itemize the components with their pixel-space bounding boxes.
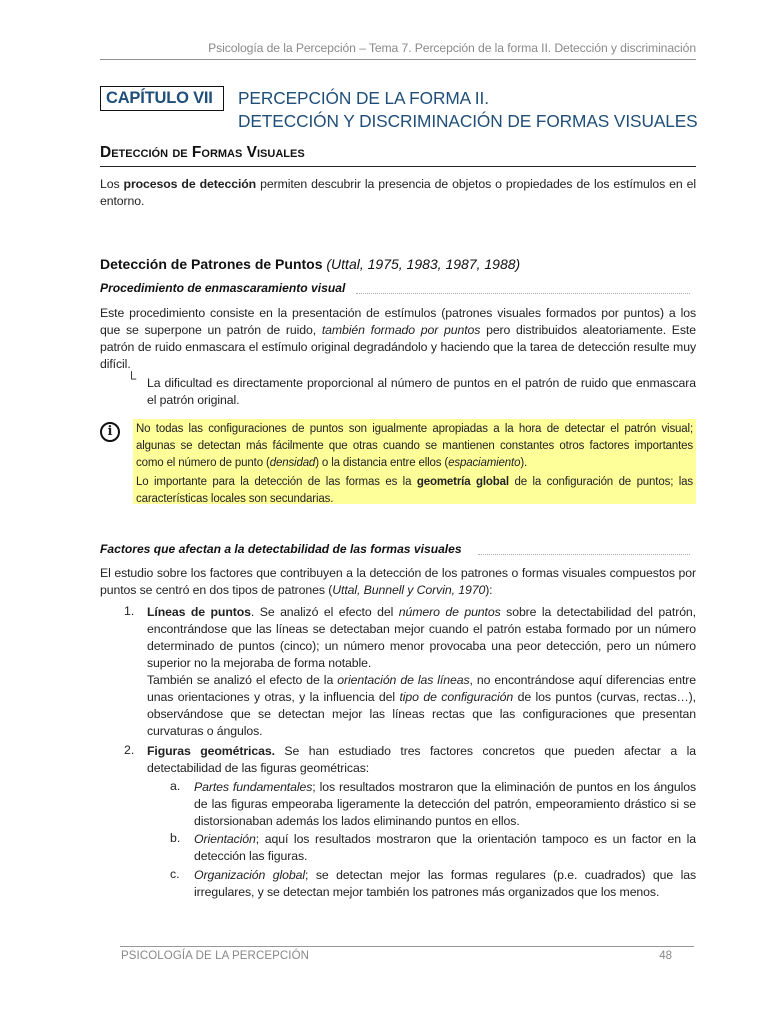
procedure-dotted-rule (356, 293, 690, 294)
list-item-lines: Líneas de puntos. Se analizó el efecto del número de puntos sobre la detectabilidad del patrón, encontrándose que las líneas se detectaban mejor cuando el patrón estaba formado por un número determinado de puntos (cinco); un número menor provocaba una peor detección, pero un número superior no la mejoraba de forma notable. También se analizó el efecto de la orientación de las líneas, no encontrándose aquí diferencias entre unas orientaciones y otras, y la influencia del tipo de configuración de los puntos (curvas, rectas…), observándose que se detectan mejor las líneas rectas que las configuraciones que presentan curvaturas o ángulos. (147, 605, 697, 738)
page-number: 48 (659, 950, 672, 962)
list-number: 2. (124, 743, 135, 757)
note-paragraph-1: No todas las configuraciones de puntos son igualmente apropiadas a la hora de detectar el patrón visual; algunas se detectan más fácilmente que otras cuando se mantienen constantes otros factores importantes como el número de punto (densidad) o la distancia entre ellos (espaciamiento). (136, 423, 693, 469)
list-number: 1. (124, 604, 135, 618)
section-title: Detección de Formas Visuales (100, 144, 305, 161)
bullet-marker: └ (127, 371, 137, 386)
footer-rule (120, 946, 694, 947)
footer-title: PSICOLOGÍA DE LA PERCEPCIÓN (121, 950, 310, 962)
factors-title: Factores que afectan a la detectabilidad de las formas visuales (100, 542, 462, 556)
info-icon: i (100, 422, 120, 442)
procedure-title: Procedimiento de enmascaramiento visual (100, 281, 346, 295)
chapter-title-line2: DETECCIÓN Y DISCRIMINACIÓN DE FORMAS VISUALES (238, 111, 698, 131)
procedure-paragraph: Este procedimiento consiste en la presentación de estímulos (patrones visuales formados por puntos) a los que se superpone un patrón de ruido, también formado por puntos pero distribuidos aleatoriamente. Este patrón de ruido enmascara el estímulo original degradándolo y haciendo que la tarea de detección resulte muy difícil. (100, 306, 696, 371)
list-item-figures: Figuras geométricas. Se han estudiado tres factores concretos que pueden afectar a la detectabilidad de las figuras geométricas: (147, 744, 697, 775)
running-header: Psicología de la Percepción – Tema 7. Percepción de la forma II. Detección y discriminación (208, 41, 696, 55)
factors-intro: El estudio sobre los factores que contribuyen a la detección de los patrones o formas visuales compuestos por puntos se centró en dos tipos de patrones (Uttal, Bunnell y Corvin, 1970): (100, 566, 696, 597)
highlight-note (133, 419, 696, 504)
sublist-letter: b. (170, 831, 181, 845)
subsection-citation: (Uttal, 1975, 1983, 1987, 1988) (326, 256, 521, 272)
sublist-item: Partes fundamentales; los resultados mostraron que la eliminación de puntos en los ángulos de las figuras empeoraba ligeramente la detección del patrón, empeoramiento drástico si se distorsionaban además los lados eliminando puntos en ellos. (194, 780, 697, 828)
header-rule (100, 59, 696, 60)
chapter-title-line1: PERCEPCIÓN DE LA FORMA II. (238, 88, 489, 108)
procedure-bullet: La dificultad es directamente proporcional al número de puntos en el patrón de ruido que enmascara el patrón original. (147, 376, 696, 407)
section-rule (100, 166, 696, 167)
subsection-title: Detección de Patrones de Puntos (Uttal, 1975, 1983, 1987, 1988) (100, 256, 521, 272)
note-paragraph-2: Lo importante para la detección de las formas es la geometría global de la configuración de puntos; las características locales son secundarias. (136, 476, 693, 505)
sublist-item: Orientación; aquí los resultados mostraron que la orientación tampoco es un factor en la detección las figuras. (194, 832, 696, 863)
sublist-letter: a. (170, 779, 181, 793)
chapter-title (238, 87, 698, 133)
sublist-letter: c. (170, 867, 180, 881)
sublist-item: Organización global; se detectan mejor las formas regulares (p.e. cuadrados) que las irregulares, y se detectan mejor también los patrones más organizados que los menos. (194, 868, 696, 899)
section-intro: Los procesos de detección permiten descubrir la presencia de objetos o propiedades de los estímulos en el entorno. (100, 177, 696, 208)
chapter-label: CAPÍTULO VII (100, 86, 224, 111)
factors-dotted-rule (478, 554, 690, 555)
